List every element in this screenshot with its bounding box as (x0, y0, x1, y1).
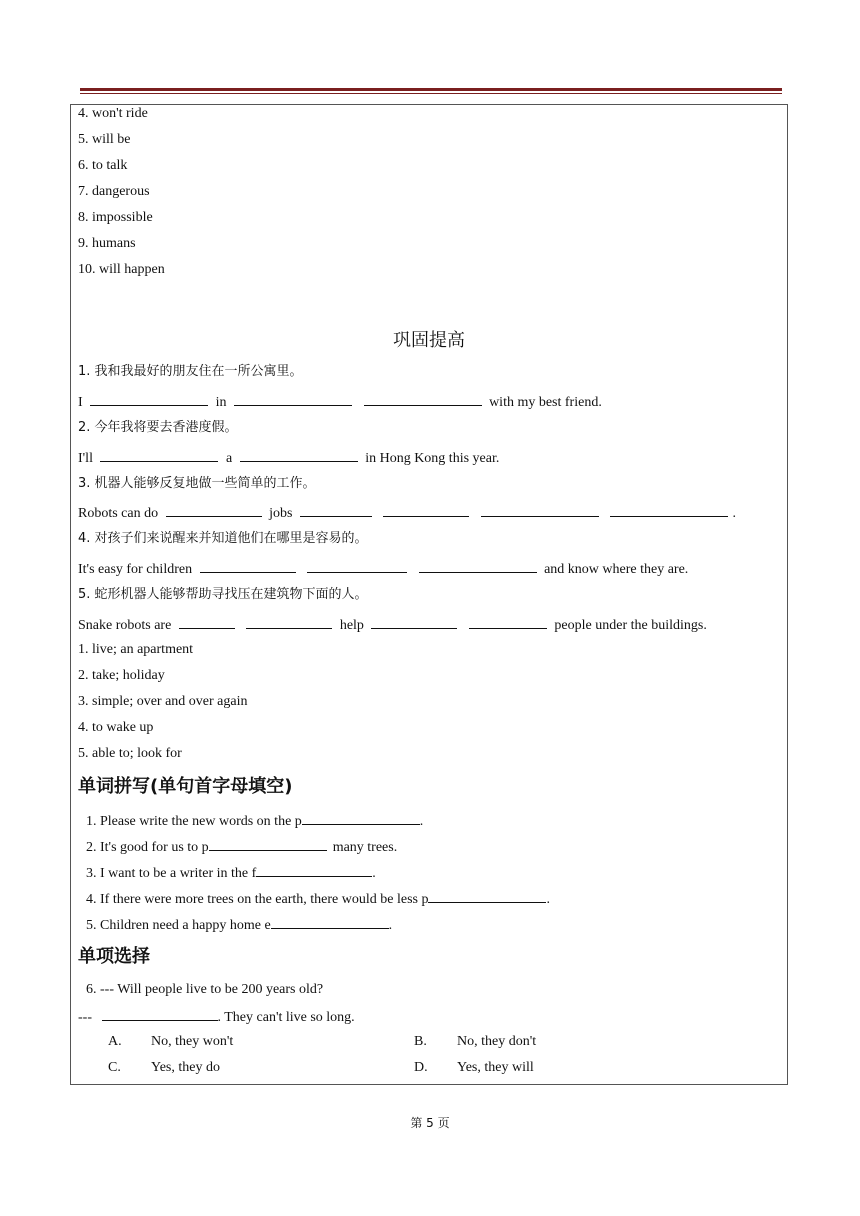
spelling-item (86, 864, 376, 882)
answer-blank[interactable] (419, 560, 537, 573)
sentence-text: in (215, 395, 227, 410)
question-sentence (78, 560, 688, 578)
answer-blank[interactable] (371, 616, 457, 629)
section-title-consolidate: 巩固提高 (393, 330, 465, 351)
question-chinese: 3. 机器人能够反复地做一些简单的工作。 (78, 476, 316, 491)
answer-blank[interactable] (209, 838, 327, 851)
header-rule-thick (80, 88, 782, 91)
spelling-text: 4. If there were more trees on the earth, there would be less p (86, 892, 429, 907)
section-title-choice: 单项选择 (78, 946, 150, 967)
answer-line: 1. live; an apartment (78, 642, 194, 657)
answer-line: 2. take; holiday (78, 668, 165, 683)
answer-blank[interactable] (428, 890, 546, 903)
answer-line: 6. to talk (78, 158, 128, 173)
spelling-text: many trees. (332, 840, 398, 855)
mc-answer-text: . They can't live so long. (217, 1010, 355, 1025)
sentence-text: a (225, 451, 233, 466)
answer-line: 5. able to; look for (78, 746, 182, 761)
answer-blank[interactable] (302, 812, 420, 825)
sentence-text: . (732, 506, 736, 521)
option-b-letter[interactable]: B. (414, 1034, 427, 1049)
spelling-text: 2. It's good for us to p (86, 840, 209, 855)
spelling-text: . (546, 892, 550, 907)
spelling-text: 3. I want to be a writer in the f (86, 866, 257, 881)
spelling-text: . (388, 918, 393, 933)
sentence-text: in Hong Kong this year. (365, 451, 500, 466)
answer-line: 4. to wake up (78, 720, 154, 735)
answer-blank[interactable] (481, 504, 599, 517)
page-number: 5 (426, 1116, 434, 1130)
sentence-text: help (339, 618, 364, 633)
answer-line: 8. impossible (78, 210, 153, 225)
question-chinese: 1. 我和我最好的朋友住在一所公寓里。 (78, 364, 303, 379)
sentence-text: and know where they are. (544, 562, 689, 577)
option-d-text[interactable]: Yes, they will (457, 1060, 534, 1075)
sentence-text: I'll (78, 451, 93, 466)
answer-blank[interactable] (256, 864, 372, 877)
answer-blank[interactable] (179, 616, 235, 629)
question-sentence (78, 504, 736, 522)
sentence-text: Snake robots are (78, 618, 172, 633)
answer-blank[interactable] (166, 504, 262, 517)
spelling-item (86, 916, 392, 934)
answer-blank[interactable] (364, 393, 482, 406)
answer-blank[interactable] (90, 393, 208, 406)
page-footer (0, 1114, 860, 1131)
mc-answer-line (78, 1008, 355, 1026)
answer-blank[interactable] (100, 449, 218, 462)
sentence-text: Robots can do (78, 506, 159, 521)
option-a-letter[interactable]: A. (108, 1034, 122, 1049)
spelling-item (86, 838, 397, 856)
mc-dash: --- (78, 1010, 92, 1025)
answer-blank[interactable] (102, 1008, 218, 1021)
sentence-text: jobs (269, 506, 293, 521)
question-chinese: 5. 蛇形机器人能够帮助寻找压在建筑物下面的人。 (78, 587, 368, 602)
option-a-text[interactable]: No, they won't (151, 1034, 234, 1049)
option-c-letter[interactable]: C. (108, 1060, 121, 1075)
sentence-text: I (78, 395, 83, 410)
sentence-text: with my best friend. (489, 395, 602, 410)
answer-line: 3. simple; over and over again (78, 694, 248, 709)
section-title-spelling: 单词拼写(单句首字母填空) (78, 776, 293, 797)
question-chinese: 4. 对孩子们来说醒来并知道他们在哪里是容易的。 (78, 531, 368, 546)
spelling-text: 5. Children need a happy home e (86, 918, 271, 933)
option-c-text[interactable]: Yes, they do (151, 1060, 220, 1075)
answer-blank[interactable] (300, 504, 372, 517)
spelling-text: . (419, 814, 424, 829)
question-chinese: 2. 今年我将要去香港度假。 (78, 420, 238, 435)
answer-line: 7. dangerous (78, 184, 150, 199)
sentence-text: It's easy for children (78, 562, 193, 577)
answer-blank[interactable] (307, 560, 407, 573)
answer-blank[interactable] (610, 504, 728, 517)
option-d-letter[interactable]: D. (414, 1060, 428, 1075)
question-sentence (78, 393, 602, 411)
answer-blank[interactable] (271, 916, 389, 929)
answer-line: 4. won't ride (78, 106, 148, 121)
answer-blank[interactable] (240, 449, 358, 462)
answer-line: 9. humans (78, 236, 136, 251)
option-b-text[interactable]: No, they don't (457, 1034, 537, 1049)
question-sentence (78, 616, 707, 634)
header-rule-thin (80, 93, 782, 94)
answer-blank[interactable] (246, 616, 332, 629)
answer-blank[interactable] (234, 393, 352, 406)
question-sentence (78, 449, 499, 467)
spelling-item (86, 812, 423, 830)
footer-suffix: 页 (437, 1116, 450, 1130)
answer-blank[interactable] (200, 560, 296, 573)
answer-blank[interactable] (469, 616, 547, 629)
mc-question: 6. --- Will people live to be 200 years old? (86, 982, 324, 997)
answer-blank[interactable] (383, 504, 469, 517)
footer-prefix: 第 (410, 1116, 423, 1130)
spelling-text: 1. Please write the new words on the p (86, 814, 302, 829)
answer-line: 10. will happen (78, 262, 165, 277)
sentence-text: people under the buildings. (554, 618, 707, 633)
answer-line: 5. will be (78, 132, 131, 147)
spelling-item (86, 890, 550, 908)
spelling-text: . (372, 866, 376, 881)
